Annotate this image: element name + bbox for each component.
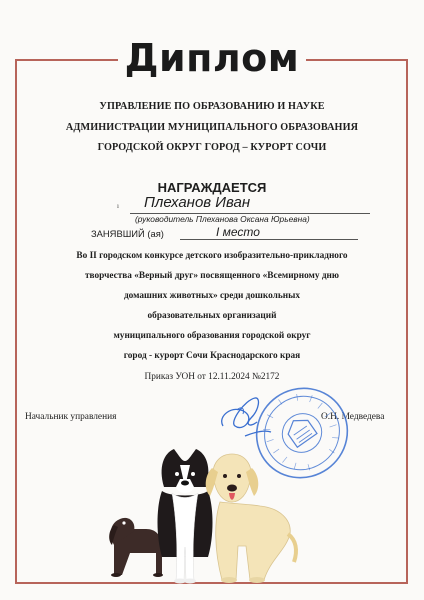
body-line-2: творчества «Верный друг» посвященного «Всемирному дню (84, 271, 340, 281)
diploma-title: Диплом (124, 36, 300, 80)
body-line-1: Во II городском конкурсе детского изобразительно-прикладного (76, 251, 348, 261)
recipient-name: Плеханов Иван (130, 194, 370, 214)
header-line-3: ГОРОДСКОЙ ОКРУГ ГОРОД – КУРОРТ СОЧИ (97, 142, 327, 153)
header-line-2: АДМИНИСТРАЦИИ МУНИЦИПАЛЬНОГО ОБРАЗОВАНИЯ (65, 122, 359, 133)
header-line-1: УПРАВЛЕНИЕ ПО ОБРАЗОВАНИЮ И НАУКЕ (99, 101, 325, 112)
body-line-3: домашних животных» среди дошкольных (123, 291, 301, 301)
award-label: НАГРАЖДАЕТСЯ (157, 180, 267, 195)
leader-note: (руководитель Плеханова Оксана Юрьевна) (135, 214, 310, 224)
body-line-6: город - курорт Сочи Краснодарского края (123, 351, 301, 361)
signatory-position: Начальник управления (25, 412, 117, 422)
body-line-4: образовательных организаций (147, 311, 277, 321)
place-value: I место (180, 225, 358, 240)
body-line-5: муниципального образования городской округ (113, 331, 311, 341)
labrador-illustration-icon (200, 450, 300, 585)
tick-mark: ı (117, 202, 119, 210)
order-reference: Приказ УОН от 12.11.2024 №2172 (144, 372, 280, 382)
place-label: ЗАНЯВШИЙ (ая) (91, 228, 164, 239)
signatory-name: О.Н. Медведева (321, 412, 385, 422)
